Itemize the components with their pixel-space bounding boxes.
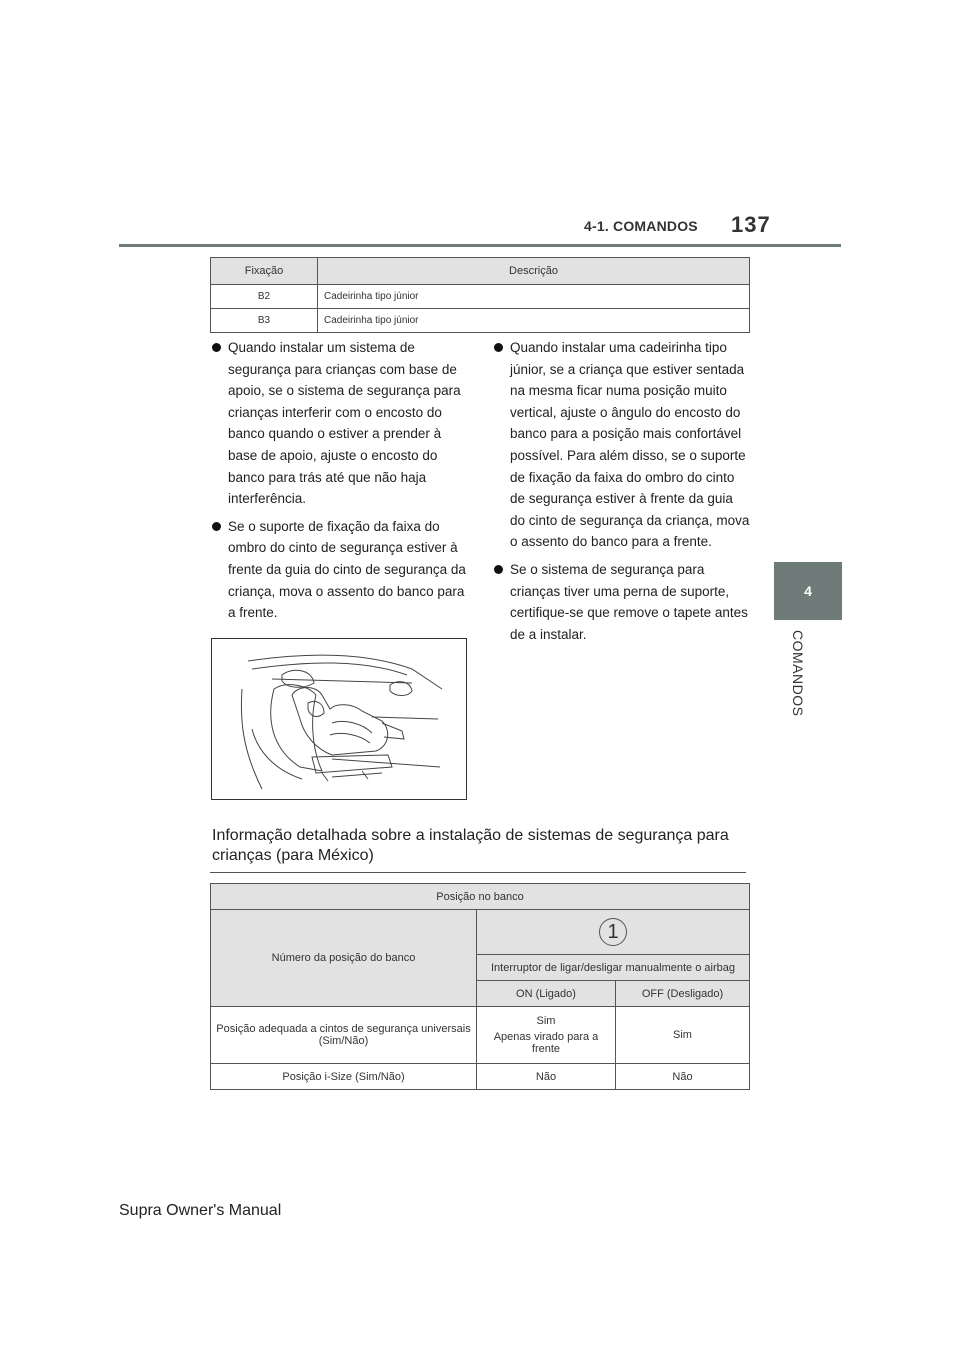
table-row — [211, 285, 750, 309]
table-header-fixation: Fixação — [211, 258, 318, 285]
bullet-dot-icon — [212, 343, 221, 352]
universal-label: Posição adequada a cintos de segurança universais (Sim/Não) — [211, 1007, 477, 1064]
isize-off-value: Não — [616, 1064, 750, 1090]
table-cell: Cadeirinha tipo júnior — [318, 285, 750, 309]
fixation-table — [210, 257, 750, 333]
chapter-tab: 4 — [774, 562, 842, 620]
info-title-rule — [210, 872, 746, 873]
bullet-dot-icon — [494, 343, 503, 352]
bullet-text: Quando instalar um sistema de segurança para crianças com base de apoio, se o sistema de segurança para crianças interferir com o encosto do banco quando o estiver a prender à base de apoio, ajuste o encosto do banco para trás até que não haja interferência. — [228, 340, 461, 507]
right-column — [494, 337, 750, 651]
table-row — [211, 309, 750, 333]
bullet-text: Se o suporte de fixação da faixa do ombro do cinto de segurança estiver à frente da guia do cinto de segurança da criança, mova o assento do banco para a frente. — [228, 518, 466, 621]
bullet-item — [494, 559, 750, 645]
seat-position-table — [210, 883, 750, 1090]
seat-number-cell — [477, 910, 750, 955]
left-column — [212, 337, 474, 630]
section-heading: 4-1. COMANDOS — [584, 218, 698, 234]
child-seat-illustration — [211, 638, 467, 800]
bullet-dot-icon — [494, 565, 503, 574]
table-row — [211, 1064, 750, 1090]
table-cell: Cadeirinha tipo júnior — [318, 309, 750, 333]
table-cell: B2 — [211, 285, 318, 309]
airbag-off-header: OFF (Desligado) — [616, 981, 750, 1007]
chapter-side-label: COMANDOS — [790, 630, 806, 717]
info-section-title: Informação detalhada sobre a instalação de sistemas de segurança para crianças (para México) — [212, 827, 729, 864]
footer-manual-title: Supra Owner's Manual — [119, 1202, 282, 1219]
seat-position-header: Posição no banco — [211, 884, 750, 910]
table-cell: B3 — [211, 309, 318, 333]
isize-on-value: Não — [477, 1064, 616, 1090]
bullet-item — [212, 337, 474, 510]
bullet-item — [212, 516, 474, 624]
universal-on-cell — [477, 1007, 616, 1064]
table-header-description: Descrição — [318, 258, 750, 285]
bullet-item — [494, 337, 750, 553]
seat-number-badge: 1 — [599, 918, 627, 946]
bullet-dot-icon — [212, 522, 221, 531]
universal-on-note: Apenas virado para a frente — [493, 1031, 599, 1055]
universal-off-value: Sim — [616, 1007, 750, 1064]
isize-label: Posição i-Size (Sim/Não) — [211, 1064, 477, 1090]
universal-on-value: Sim — [536, 1015, 556, 1027]
airbag-switch-header: Interruptor de ligar/desligar manualmente o airbag — [477, 955, 750, 981]
airbag-on-header: ON (Ligado) — [477, 981, 616, 1007]
table-row — [211, 1007, 750, 1064]
header-rule — [119, 244, 841, 247]
page-number: 137 — [731, 212, 771, 237]
car-seat-drawing-icon — [212, 639, 466, 799]
bullet-text: Se o sistema de segurança para crianças tiver uma perna de suporte, certifique-se que remove o tapete antes de a instalar. — [510, 561, 748, 642]
seat-number-label: Número da posição do banco — [211, 910, 477, 1007]
bullet-text: Quando instalar uma cadeirinha tipo júnior, se a criança que estiver sentada na mesma ficar numa posição muito vertical, ajuste o ângulo do encosto do banco para a posição mais confortável possível. Para além disso, se o suporte de fixação da faixa do ombro do cinto de segurança estiver à frente da guia do cinto de segurança da criança, mova o assento do banco para a frente. — [510, 340, 750, 550]
